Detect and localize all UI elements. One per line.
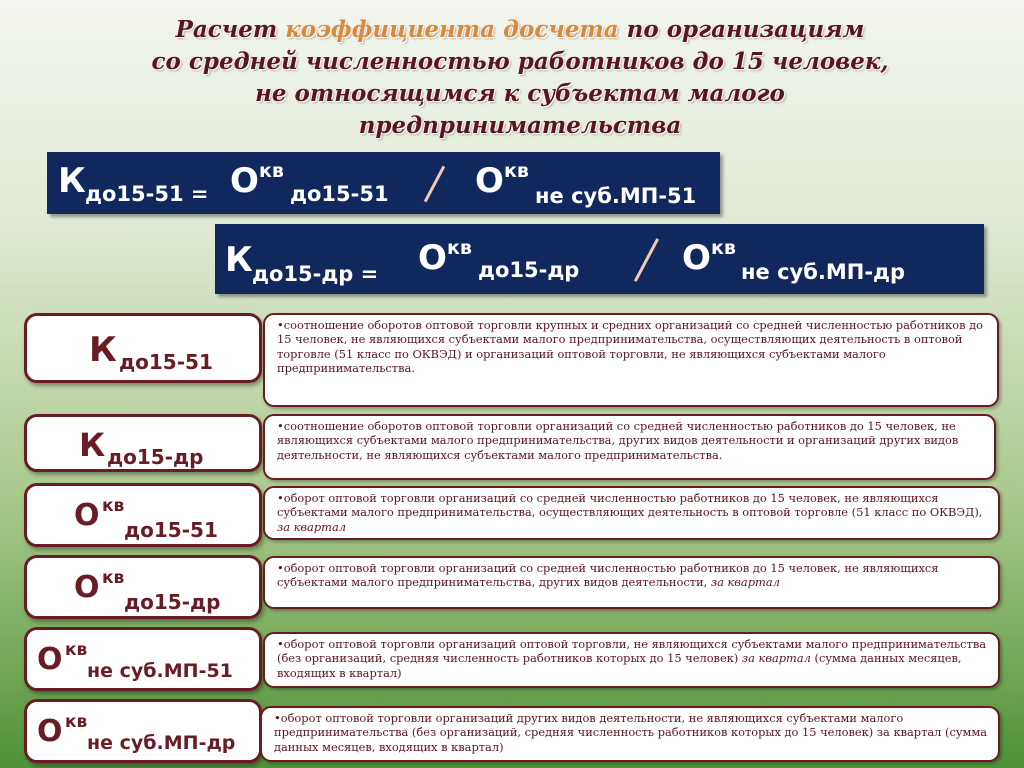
formula-51-o2-sup: кв: [504, 160, 529, 182]
title-line-1: Расчет коэффициента досчета по организациям: [175, 16, 865, 43]
title-line-2: со средней численностью работников до 15 человек,: [151, 48, 889, 75]
formula-51-o2: О: [475, 161, 504, 201]
term-description-o-ne-sub-51: •оборот оптовой торговли организаций оптовой торговли, не являющихся субъектами малого предпринимательства (без организаций, средняя численность работников которых до 15 человек) за квартал (сумма данных месяцев, входящих в квартал): [263, 632, 1000, 688]
formula-51-divider: [424, 166, 445, 203]
term-description-o-51: •оборот оптовой торговли организаций со средней численностью работников до 15 человек, не являющихся субъектами малого предпринимательства, осуществляющих деятельность в оптовой торговле (51 класс по ОКВЭД), за квартал: [263, 486, 1000, 540]
term-label-o-dr: О кв до15-др: [24, 555, 262, 619]
formula-51-o1-sup: кв: [259, 160, 284, 182]
formula-dr: [215, 224, 984, 294]
slide-title: [60, 14, 980, 142]
term-label-k-dr: К до15-др: [24, 414, 262, 472]
title-highlight: коэффициента досчета: [285, 16, 619, 43]
formula-dr-k-sub: до15-др =: [252, 262, 379, 286]
formula-51-o1: О: [230, 161, 259, 201]
formula-dr-k: К: [225, 240, 253, 280]
formula-51-k-sub: до15-51 =: [85, 182, 209, 206]
formula-51: [47, 152, 720, 214]
title-line-3: не относящимся к субъектам малого: [255, 80, 785, 107]
term-description-o-dr: •оборот оптовой торговли организаций со средней численностью работников до 15 человек, не являющихся субъектами малого предпринимательства, других видов деятельности, за квартал: [263, 556, 1000, 609]
term-description-o-ne-sub-dr: •оборот оптовой торговли организаций других видов деятельности, не являющихся субъектами малого предпринимательства (без организаций, средняя численность работников которых до 15 человек) за квартал (сумма данных месяцев, входящих в квартал): [260, 706, 1000, 762]
title-line-4: предпринимательства: [358, 112, 682, 139]
formula-dr-o1-sup: кв: [447, 237, 472, 259]
term-description-k-51: •соотношение оборотов оптовой торговли крупных и средних организаций со средней численностью работников до 15 человек, не являющихся субъектами малого предпринимательства, осуществляющих деятельность в оптовой торговле (51 класс по ОКВЭД) и организаций оптовой торговли, не являющихся субъектами малого предпринимательства.: [263, 313, 999, 407]
formula-51-o2-sub: не суб.МП-51: [535, 184, 697, 208]
term-label-o-ne-sub-51: О кв не суб.МП-51: [24, 627, 262, 691]
formula-51-o1-sub: до15-51: [290, 182, 389, 206]
formula-dr-o2-sup: кв: [711, 237, 736, 259]
formula-dr-o2-sub: не суб.МП-др: [741, 260, 906, 284]
term-label-o-51: О кв до15-51: [24, 483, 262, 547]
formula-51-k: К: [58, 161, 86, 201]
term-label-o-ne-sub-dr: О кв не суб.МП-др: [24, 699, 262, 763]
formula-dr-o1-sub: до15-др: [478, 258, 580, 282]
term-description-k-dr: •соотношение оборотов оптовой торговли организаций со средней численностью работников до 15 человек, не являющихся субъектами малого предпринимательства, других видов деятельности и организаций других видов деятельности, не являющихся субъектами малого предпринимательства.: [263, 414, 996, 480]
formula-dr-o2: О: [682, 238, 711, 278]
term-label-k-51: К до15-51: [24, 313, 262, 383]
formula-dr-divider: [634, 238, 659, 282]
formula-dr-o1: О: [418, 238, 447, 278]
